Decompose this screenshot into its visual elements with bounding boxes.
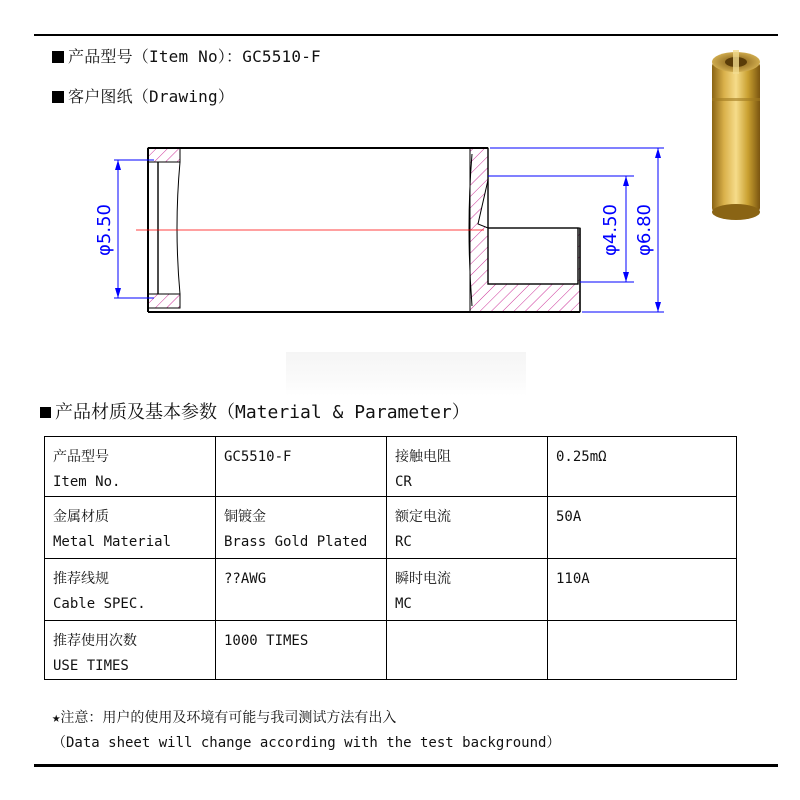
table-cell: 产品型号 Item No. [45, 437, 216, 497]
table-row [45, 437, 737, 497]
table-cell: 0.25mΩ [548, 437, 737, 497]
table-row [45, 497, 737, 559]
footnote [52, 706, 560, 756]
table-cell: 推荐使用次数 USE TIMES [45, 621, 216, 680]
square-bullet-icon [52, 91, 64, 103]
table-cell [548, 621, 737, 680]
table-cell: 推荐线规 Cable SPEC. [45, 559, 216, 621]
item-no-heading [52, 44, 321, 67]
hatch-bottom-left [148, 294, 180, 308]
technical-drawing [60, 120, 680, 330]
footnote-en: （Data sheet will change according with the test background） [52, 735, 561, 751]
section-title [40, 398, 470, 424]
table-cell: GC5510-F [216, 437, 387, 497]
section-title-text: 产品材质及基本参数（Material & Parameter） [55, 402, 470, 423]
table-cell: 金属材质 Metal Material [45, 497, 216, 559]
top-rule [34, 34, 778, 36]
drawing-label: 客户图纸（Drawing） [68, 87, 235, 106]
table-row [45, 559, 737, 621]
table-cell [387, 621, 548, 680]
footnote-cn: ★注意：用户的使用及环境有可能与我司测试方法有出入 [52, 710, 397, 726]
bottom-rule [34, 764, 778, 767]
table-cell: 接触电阻 CR [387, 437, 548, 497]
dim-outer-label: φ6.80 [634, 204, 655, 256]
dim-inner-label: φ4.50 [600, 204, 621, 256]
square-bullet-icon [40, 407, 51, 418]
bore-curve-left [177, 162, 180, 294]
table-cell: ??AWG [216, 559, 387, 621]
drawing-heading [52, 84, 234, 107]
hole [488, 228, 578, 284]
dimension-left [94, 160, 154, 298]
dim-left-label: φ5.50 [94, 204, 115, 256]
square-bullet-icon [52, 51, 64, 63]
gold-plated-connector-photo [700, 36, 772, 226]
table-cell: 110A [548, 559, 737, 621]
table-row [45, 621, 737, 680]
table-cell: 额定电流 RC [387, 497, 548, 559]
table-cell: 铜镀金 Brass Gold Plated [216, 497, 387, 559]
table-cell: 瞬时电流 MC [387, 559, 548, 621]
faded-watermark-band [286, 352, 526, 396]
table-cell: 1000 TIMES [216, 621, 387, 680]
drawing-body [136, 148, 580, 312]
table-cell: 50A [548, 497, 737, 559]
parameter-table [44, 436, 737, 680]
item-no-label: 产品型号（Item No）：GC5510-F [68, 47, 321, 66]
